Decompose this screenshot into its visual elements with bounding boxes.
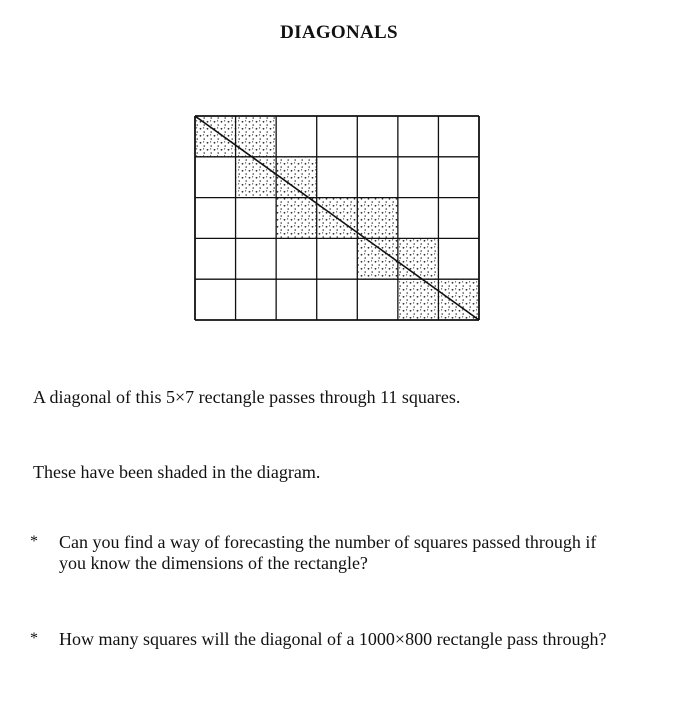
shaded-square [236, 116, 277, 157]
shaded-square [438, 279, 479, 320]
diagonal-line [195, 116, 479, 320]
question-2-line-1: How many squares will the diagonal of a 1000×800 rectangle pass through? [59, 629, 607, 649]
shading-note-paragraph: These have been shaded in the diagram. [33, 462, 321, 482]
question-1-line-1: Can you find a way of forecasting the number of squares passed through if [59, 532, 597, 552]
shaded-square [398, 279, 439, 320]
shaded-square [398, 238, 439, 279]
shaded-square [195, 116, 236, 157]
diagonal-grid-diagram [192, 113, 482, 323]
shaded-square [236, 157, 277, 198]
shaded-square [357, 198, 398, 239]
statement-paragraph: A diagonal of this 5×7 rectangle passes through 11 squares. [33, 387, 461, 407]
page-title: DIAGONALS [280, 22, 398, 43]
shaded-square [276, 157, 317, 198]
question-1-marker: * [30, 533, 38, 550]
question-2-marker: * [30, 630, 38, 647]
shaded-square [357, 238, 398, 279]
question-1-line-2: you know the dimensions of the rectangle? [59, 553, 368, 573]
shaded-square [276, 198, 317, 239]
